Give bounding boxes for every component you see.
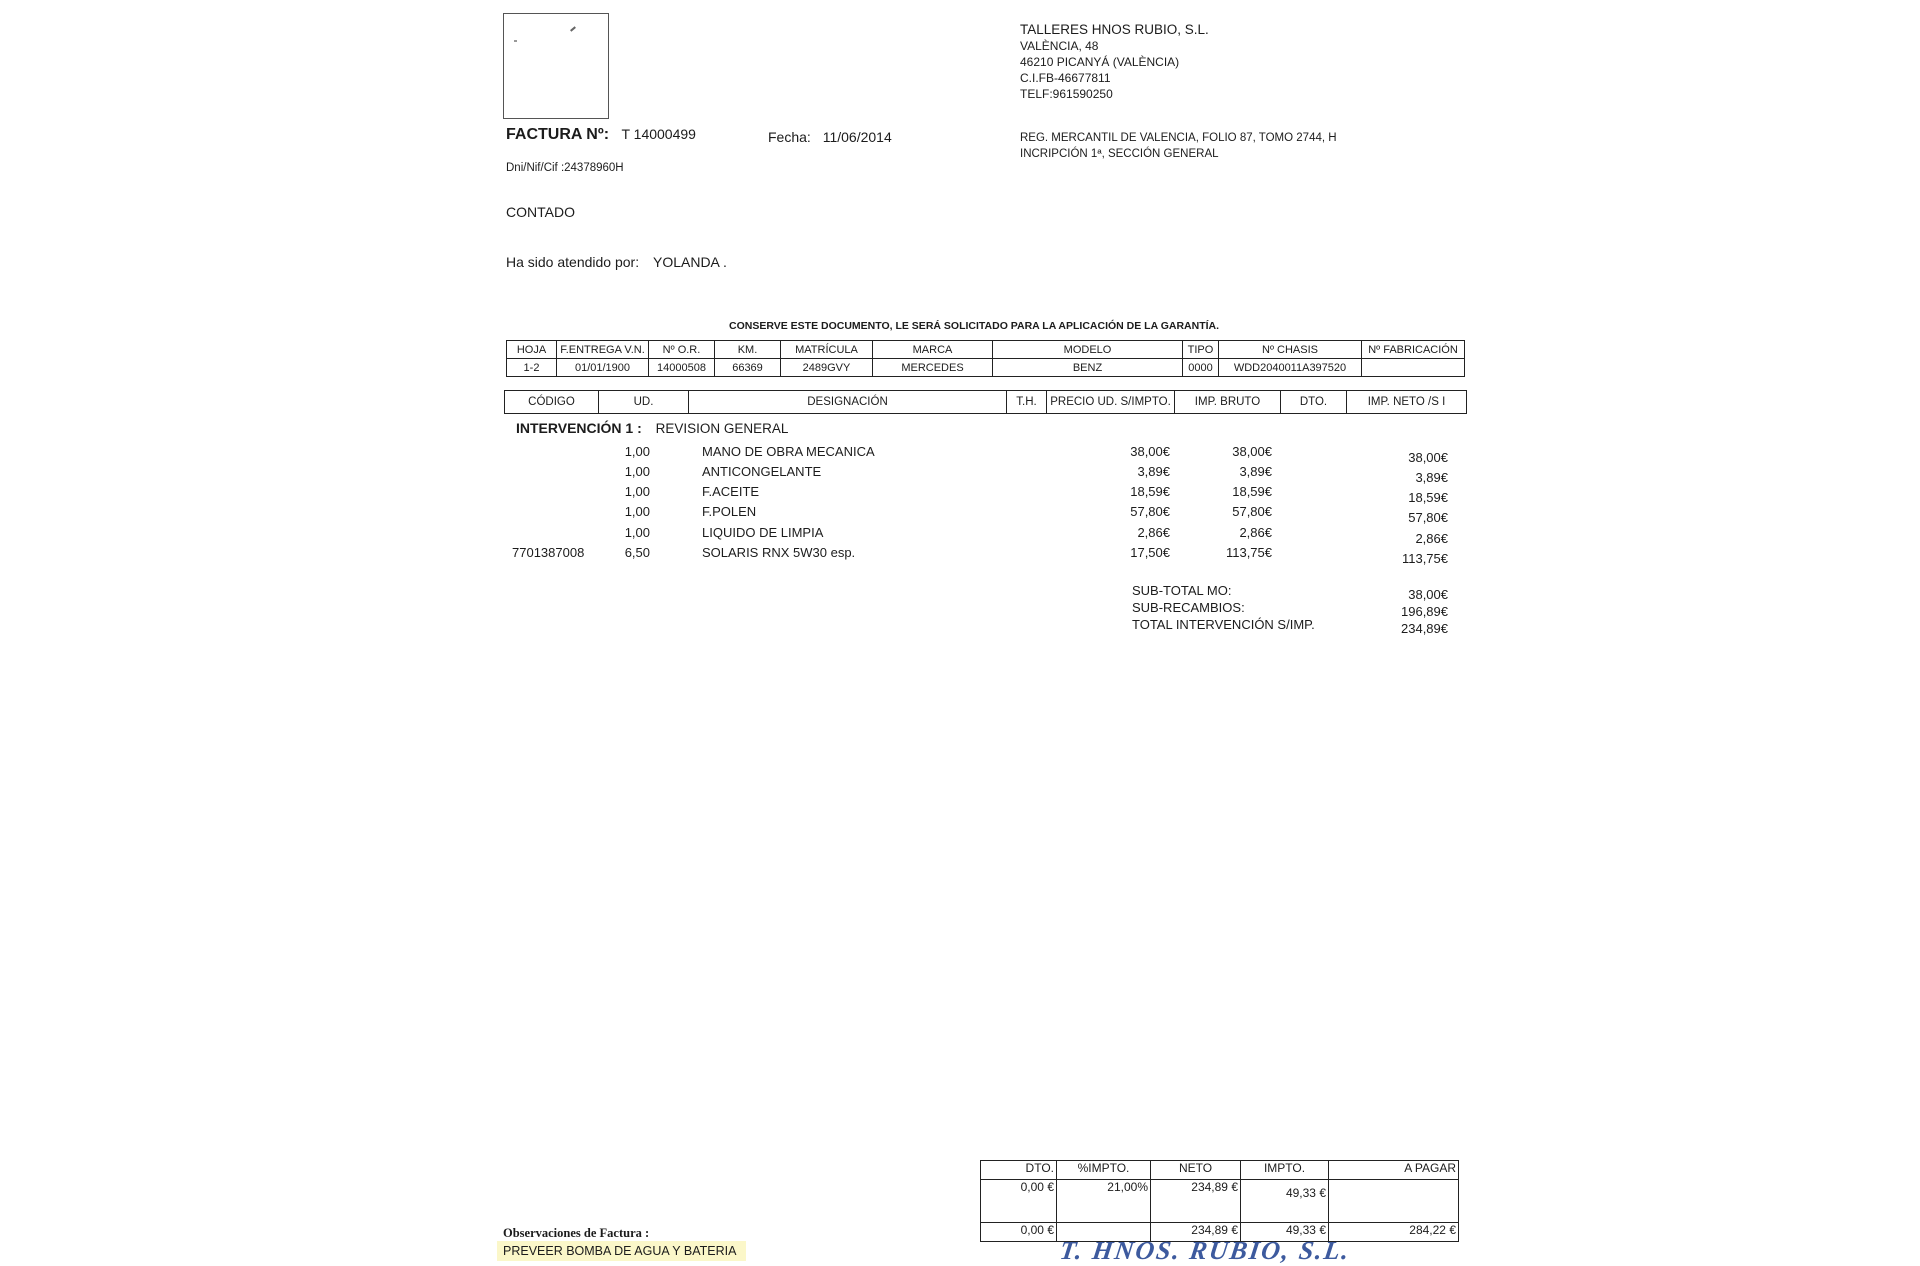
line-net: 113,75€	[1401, 551, 1448, 566]
totals-header-row	[981, 1161, 1459, 1180]
line-price: 18,59€	[1130, 484, 1170, 499]
vehicle-value: 0000	[1183, 359, 1219, 377]
line-ud: 1,00	[624, 525, 650, 540]
vehicle-value: WDD2040011A397520	[1219, 359, 1362, 377]
line-gross: 57,80€	[1232, 504, 1272, 519]
company-stamp: T. HNOS. RUBIO, S.L.	[1058, 1236, 1353, 1265]
line-desc: LIQUIDO DE LIMPIA	[702, 525, 824, 540]
intervention-heading	[516, 420, 788, 436]
line-desc: SOLARIS RNX 5W30 esp.	[702, 545, 856, 560]
vehicle-header: F.ENTREGA V.N.	[557, 341, 649, 359]
vehicle-header: HOJA	[507, 341, 557, 359]
vehicle-value: 2489GVY	[781, 359, 873, 377]
vehicle-table	[506, 340, 1465, 377]
vehicle-header: MARCA	[873, 341, 993, 359]
line-net: 2,86€	[1415, 531, 1448, 546]
invoice-date-label: Fecha:	[768, 129, 811, 145]
company-address: VALÈNCIA, 48	[1020, 39, 1099, 53]
vehicle-value	[1362, 359, 1465, 377]
vehicle-header: KM.	[715, 341, 781, 359]
totals-cell	[1329, 1180, 1459, 1223]
observations-text: PREVEER BOMBA DE AGUA Y BATERIA	[497, 1241, 746, 1261]
vehicle-header-row	[507, 341, 1465, 359]
subtotals-values	[1350, 586, 1448, 637]
company-info	[1020, 22, 1209, 102]
line-net: 18,59€	[1408, 490, 1448, 505]
totals-header: DTO.	[981, 1161, 1057, 1180]
vehicle-value: 1-2	[507, 359, 557, 377]
attended-label: Ha sido atendido por:	[506, 254, 640, 270]
customer-dni: Dni/Nif/Cif :24378960H	[506, 162, 624, 174]
column-header: DESIGNACIÓN	[689, 391, 1007, 414]
line-net: 57,80€	[1408, 510, 1448, 525]
vehicle-value: BENZ	[993, 359, 1183, 377]
company-phone: TELF:961590250	[1020, 87, 1113, 101]
column-header: IMP. NETO /S I	[1347, 391, 1467, 414]
line-desc: F.ACEITE	[702, 484, 760, 499]
vehicle-value: 01/01/1900	[557, 359, 649, 377]
company-cif: C.I.FB-46677811	[1020, 71, 1111, 85]
line-net: 38,00€	[1408, 450, 1448, 465]
totals-cell: 21,00%	[1057, 1180, 1151, 1223]
line-desc: ANTICONGELANTE	[702, 464, 822, 479]
company-name: TALLERES HNOS RUBIO, S.L.	[1020, 22, 1209, 37]
column-header: DTO.	[1281, 391, 1347, 414]
line-gross: 18,59€	[1232, 484, 1272, 499]
intervention-title: REVISION GENERAL	[655, 421, 789, 436]
lines-header-row	[505, 391, 1467, 414]
company-registry	[1020, 130, 1337, 162]
observations-title: Observaciones de Factura :	[503, 1226, 650, 1240]
subtotal-label: SUB-RECAMBIOS:	[1132, 600, 1245, 615]
totals-cell: 49,33 €	[1241, 1180, 1329, 1223]
subtotal-value: 234,89€	[1401, 621, 1448, 636]
totals-header: %IMPTO.	[1057, 1161, 1151, 1180]
line-gross: 38,00€	[1232, 444, 1272, 459]
column-header: PRECIO UD. S/IMPTO.	[1047, 391, 1175, 414]
column-header: UD.	[599, 391, 689, 414]
totals-row	[981, 1180, 1459, 1223]
vehicle-value: 14000508	[649, 359, 715, 377]
vehicle-value: 66369	[715, 359, 781, 377]
observations	[503, 1226, 746, 1261]
totals-header: NETO	[1151, 1161, 1241, 1180]
line-ud: 1,00	[624, 504, 650, 519]
invoice-date	[768, 129, 892, 145]
vehicle-header: Nº O.R.	[649, 341, 715, 359]
subtotal-value: 196,89€	[1401, 604, 1448, 619]
line-gross: 2,86€	[1239, 525, 1272, 540]
line-ud: 6,50	[624, 545, 650, 560]
intervention-label: INTERVENCIÓN 1 :	[516, 420, 642, 436]
line-gross: 113,75€	[1225, 545, 1272, 560]
invoice-number	[506, 126, 696, 144]
warranty-notice: CONSERVE ESTE DOCUMENTO, LE SERÁ SOLICITADO PARA LA APLICACIÓN DE LA GARANTÍA.	[729, 320, 1220, 332]
vehicle-header: MODELO	[993, 341, 1183, 359]
column-header: IMP. BRUTO	[1175, 391, 1281, 414]
line-price: 38,00€	[1130, 444, 1170, 459]
totals-table	[980, 1160, 1459, 1242]
vehicle-header: MATRÍCULA	[781, 341, 873, 359]
registry-line-1: REG. MERCANTIL DE VALENCIA, FOLIO 87, TOMO 2744, H	[1020, 132, 1337, 144]
line-price: 57,80€	[1130, 504, 1170, 519]
invoice-date-value: 11/06/2014	[822, 129, 892, 145]
vehicle-value: MERCEDES	[873, 359, 993, 377]
column-header: CÓDIGO	[505, 391, 599, 414]
line-ud: 1,00	[624, 484, 650, 499]
lines-header-table	[504, 390, 1467, 414]
registry-line-2: INCRIPCIÓN 1ª, SECCIÓN GENERAL	[1020, 148, 1219, 160]
vehicle-header: Nº FABRICACIÓN	[1362, 341, 1465, 359]
subtotal-label: SUB-TOTAL MO:	[1132, 583, 1232, 598]
total-to-pay: 284,22 €	[1329, 1223, 1459, 1242]
line-net: 3,89€	[1415, 470, 1448, 485]
totals-cell: 0,00 €	[981, 1223, 1057, 1242]
attended-name: YOLANDA .	[652, 254, 727, 270]
subtotals-labels	[1132, 582, 1315, 633]
line-code: 7701387008	[512, 545, 585, 560]
line-gross: 3,89€	[1239, 464, 1272, 479]
line-desc: MANO DE OBRA MECANICA	[702, 444, 875, 459]
totals-cell: 234,89 €	[1151, 1180, 1241, 1223]
payment-method: CONTADO	[506, 204, 575, 220]
totals-header: A PAGAR	[1329, 1161, 1459, 1180]
line-ud: 1,00	[624, 444, 650, 459]
logo-placeholder	[503, 13, 609, 119]
totals-cell: 0,00 €	[981, 1180, 1057, 1223]
totals-cell: 234,89 €	[1151, 1223, 1241, 1242]
vehicle-header: Nº CHASIS	[1219, 341, 1362, 359]
line-price: 2,86€	[1137, 525, 1170, 540]
invoice-number-value: T 14000499	[621, 126, 696, 142]
subtotal-value: 38,00€	[1408, 587, 1448, 602]
vehicle-value-row	[507, 359, 1465, 377]
column-header: T.H.	[1007, 391, 1047, 414]
line-price: 17,50€	[1130, 545, 1170, 560]
vehicle-header: TIPO	[1183, 341, 1219, 359]
totals-cell: 49,33 €	[1241, 1223, 1329, 1242]
company-city: 46210 PICANYÁ (VALÈNCIA)	[1020, 55, 1180, 69]
totals-header: IMPTO.	[1241, 1161, 1329, 1180]
line-desc: F.POLEN	[702, 504, 757, 519]
line-price: 3,89€	[1137, 464, 1170, 479]
attended-by	[506, 254, 727, 270]
line-ud: 1,00	[624, 464, 650, 479]
invoice-number-label: FACTURA Nº:	[506, 126, 610, 143]
subtotal-label: TOTAL INTERVENCIÓN S/IMP.	[1132, 617, 1315, 632]
